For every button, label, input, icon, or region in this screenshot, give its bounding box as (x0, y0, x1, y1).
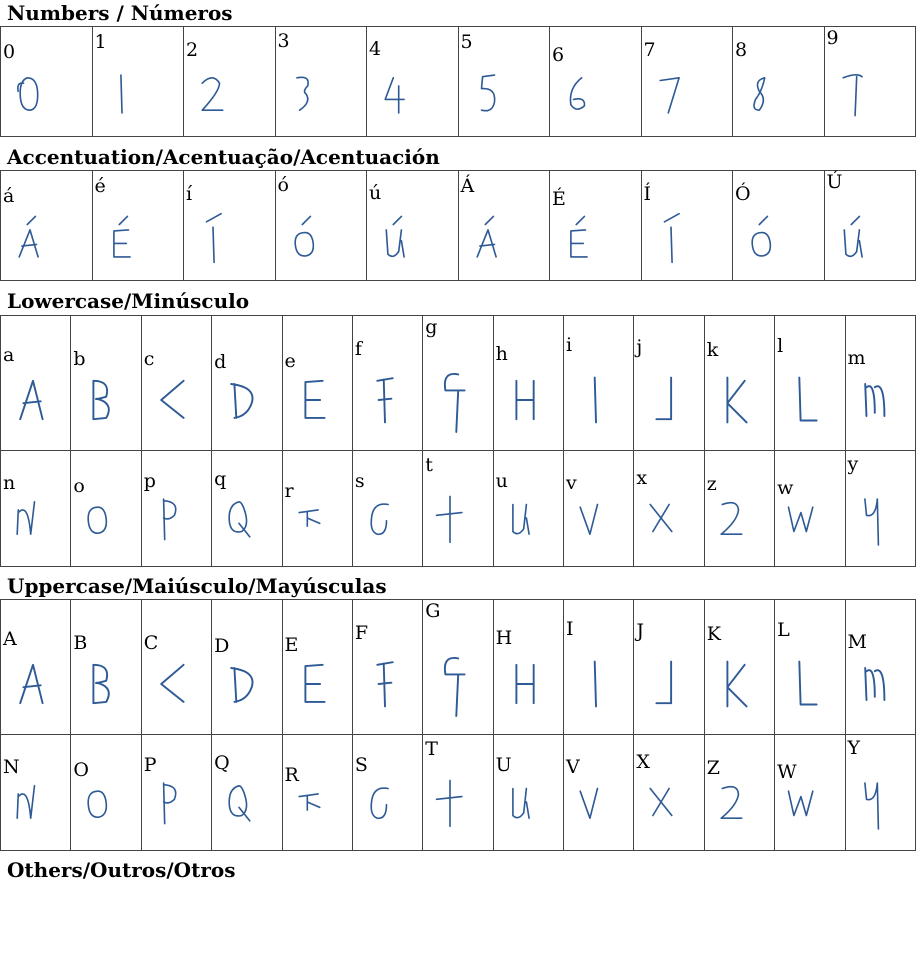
glyph-label: g (425, 316, 438, 338)
glyph-label: D (214, 635, 230, 657)
glyph-label: F (354, 622, 369, 644)
glyph-label: L (777, 619, 790, 641)
glyph-cell (641, 27, 733, 137)
handwritten-glyph-icon (283, 368, 347, 432)
handwritten-glyph-icon (564, 775, 618, 829)
glyph-cell (493, 451, 563, 567)
glyph-cell (704, 600, 774, 735)
glyph-cell (845, 451, 916, 567)
glyph-label: s (354, 470, 365, 492)
handwritten-glyph-icon (71, 775, 125, 829)
handwritten-glyph-icon (71, 368, 135, 432)
glyph-cell (845, 735, 916, 851)
glyph-row (1, 171, 916, 281)
glyph-label: o (73, 475, 85, 497)
handwritten-glyph-icon (705, 652, 769, 716)
glyph-cell (1, 316, 71, 451)
glyph-cell (704, 451, 774, 567)
glyph-cell (212, 735, 282, 851)
handwritten-glyph-icon (353, 775, 407, 829)
glyph-label: I (566, 618, 574, 640)
handwritten-glyph-icon (564, 368, 628, 432)
handwritten-glyph-icon (494, 368, 558, 432)
glyph-label: x (636, 467, 648, 489)
glyph-cell (634, 600, 704, 735)
glyph-cell (141, 451, 211, 567)
glyph-label: k (706, 339, 719, 361)
handwritten-glyph-icon (71, 652, 135, 716)
handwritten-glyph-icon (634, 368, 698, 432)
handwritten-glyph-icon (95, 211, 149, 265)
glyph-label: K (706, 623, 721, 645)
glyph-label: Q (214, 752, 230, 774)
glyph-cell (564, 600, 634, 735)
handwritten-glyph-icon (353, 368, 417, 432)
glyph-label: Í (643, 183, 652, 205)
section-title: Accentuation/Acentuação/Acentuación (7, 145, 440, 169)
glyph-label: E (284, 634, 299, 656)
glyph-cell (564, 735, 634, 851)
handwritten-glyph-icon (494, 775, 548, 829)
glyph-grid (0, 599, 916, 851)
section-title: Uppercase/Maiúsculo/Mayúsculas (7, 574, 387, 598)
glyph-row (1, 316, 916, 451)
glyph-cell (493, 735, 563, 851)
glyph-label: u (495, 470, 508, 492)
glyph-cell (423, 600, 493, 735)
handwritten-glyph-icon (1, 491, 55, 545)
glyph-label: b (73, 348, 86, 370)
glyph-label: H (495, 627, 513, 649)
glyph-cell (184, 27, 276, 137)
glyph-label: 0 (3, 41, 16, 63)
glyph-cell (775, 735, 845, 851)
glyph-cell (1, 171, 93, 281)
handwritten-glyph-icon (1, 775, 55, 829)
handwritten-glyph-icon (634, 652, 698, 716)
handwritten-glyph-icon (283, 491, 337, 545)
glyph-cell (367, 171, 459, 281)
glyph-label: q (214, 468, 227, 490)
handwritten-glyph-icon (369, 67, 423, 121)
glyph-cell (212, 316, 282, 451)
handwritten-glyph-icon (71, 491, 125, 545)
glyph-cell (282, 600, 352, 735)
glyph-row (1, 451, 916, 567)
handwritten-glyph-icon (278, 67, 332, 121)
glyph-cell (733, 171, 825, 281)
glyph-label: Ú (826, 171, 843, 193)
handwritten-glyph-icon (775, 368, 839, 432)
glyph-cell (493, 316, 563, 451)
glyph-label: t (425, 454, 433, 476)
glyph-label: h (495, 343, 508, 365)
glyph-label: X (636, 751, 650, 773)
glyph-cell (564, 316, 634, 451)
glyph-cell (634, 735, 704, 851)
handwritten-glyph-icon (705, 775, 759, 829)
handwritten-glyph-icon (423, 368, 487, 432)
handwritten-glyph-icon (278, 211, 332, 265)
glyph-cell (1, 735, 71, 851)
glyph-label: O (73, 759, 89, 781)
glyph-label: ú (369, 182, 382, 204)
glyph-label: 8 (735, 39, 748, 61)
glyph-label: e (284, 350, 296, 372)
glyph-label: 4 (369, 38, 382, 60)
handwritten-glyph-icon (644, 67, 698, 121)
glyph-label: W (777, 761, 797, 783)
glyph-label: r (284, 480, 294, 502)
glyph-label: é (94, 175, 106, 197)
glyph-grid (0, 315, 916, 567)
glyph-cell (845, 600, 916, 735)
handwritten-glyph-icon (846, 368, 910, 432)
handwritten-glyph-icon (705, 368, 769, 432)
glyph-label: f (354, 338, 362, 360)
glyph-label: 2 (186, 39, 199, 61)
glyph-cell (282, 316, 352, 451)
glyph-label: S (354, 754, 368, 776)
glyph-cell (141, 316, 211, 451)
glyph-label: R (284, 764, 299, 786)
glyph-cell (704, 735, 774, 851)
glyph-label: É (552, 188, 566, 210)
glyph-cell (641, 171, 733, 281)
glyph-label: T (425, 738, 438, 760)
glyph-cell (141, 600, 211, 735)
glyph-cell (1, 27, 93, 137)
handwritten-glyph-icon (95, 67, 149, 121)
handwritten-glyph-icon (846, 775, 900, 829)
handwritten-glyph-icon (142, 491, 196, 545)
handwritten-glyph-icon (142, 652, 206, 716)
handwritten-glyph-icon (1, 652, 65, 716)
glyph-cell (733, 27, 825, 137)
glyph-label: C (143, 632, 159, 654)
glyph-label: V (566, 756, 580, 778)
handwritten-glyph-icon (461, 67, 515, 121)
handwritten-glyph-icon (186, 211, 240, 265)
glyph-label: p (143, 470, 156, 492)
glyph-cell (550, 27, 642, 137)
glyph-label: í (186, 183, 193, 205)
handwritten-glyph-icon (353, 652, 417, 716)
section-title: Numbers / Números (7, 1, 233, 25)
handwritten-glyph-icon (775, 652, 839, 716)
handwritten-glyph-icon (705, 491, 759, 545)
glyph-label: M (847, 631, 867, 653)
handwritten-glyph-icon (3, 211, 57, 265)
glyph-label: J (636, 620, 644, 642)
handwritten-glyph-icon (142, 368, 206, 432)
glyph-cell (352, 735, 422, 851)
glyph-label: G (425, 600, 441, 622)
glyph-cell (141, 735, 211, 851)
glyph-label: d (214, 351, 227, 373)
glyph-label: A (3, 628, 17, 650)
section-title: Others/Outros/Otros (7, 858, 236, 882)
handwritten-glyph-icon (186, 67, 240, 121)
glyph-label: U (495, 754, 512, 776)
glyph-cell (352, 451, 422, 567)
handwritten-glyph-icon (353, 491, 407, 545)
handwritten-glyph-icon (1, 368, 65, 432)
glyph-cell (71, 735, 141, 851)
glyph-label: n (3, 472, 16, 494)
handwritten-glyph-icon (552, 67, 606, 121)
glyph-cell (423, 316, 493, 451)
glyph-label: Z (706, 757, 720, 779)
glyph-label: B (73, 632, 88, 654)
glyph-label: Ó (735, 183, 751, 205)
handwritten-glyph-icon (564, 491, 618, 545)
glyph-cell (458, 171, 550, 281)
glyph-label: 3 (277, 30, 290, 52)
glyph-label: l (777, 335, 784, 357)
handwritten-glyph-icon (634, 775, 688, 829)
glyph-row (1, 735, 916, 851)
glyph-cell (564, 451, 634, 567)
handwritten-glyph-icon (283, 652, 347, 716)
handwritten-glyph-icon (423, 775, 477, 829)
glyph-label: j (636, 336, 643, 358)
glyph-label: ó (277, 174, 289, 196)
glyph-grid (0, 26, 916, 137)
glyph-cell (634, 451, 704, 567)
handwritten-glyph-icon (212, 368, 276, 432)
glyph-cell (92, 27, 184, 137)
glyph-cell (275, 27, 367, 137)
handwritten-glyph-icon (423, 491, 477, 545)
glyph-label: y (847, 453, 859, 475)
glyph-cell (423, 735, 493, 851)
glyph-cell (550, 171, 642, 281)
glyph-cell (423, 451, 493, 567)
glyph-cell (212, 451, 282, 567)
glyph-label: á (3, 185, 15, 207)
handwritten-glyph-icon (552, 211, 606, 265)
glyph-cell (824, 27, 916, 137)
glyph-label: a (3, 344, 15, 366)
glyph-label: 9 (826, 27, 839, 49)
handwritten-glyph-icon (494, 652, 558, 716)
handwritten-glyph-icon (142, 775, 196, 829)
glyph-label: N (3, 756, 20, 778)
glyph-cell (634, 316, 704, 451)
handwritten-glyph-icon (212, 775, 266, 829)
glyph-cell (282, 451, 352, 567)
glyph-cell (367, 27, 459, 137)
glyph-cell (71, 600, 141, 735)
glyph-grid (0, 170, 916, 281)
handwritten-glyph-icon (283, 775, 337, 829)
handwritten-glyph-icon (212, 491, 266, 545)
glyph-label: i (566, 334, 573, 356)
glyph-label: Y (847, 737, 861, 759)
handwritten-glyph-icon (3, 67, 57, 121)
glyph-label: P (143, 754, 157, 776)
glyph-cell (845, 316, 916, 451)
handwritten-glyph-icon (494, 491, 548, 545)
glyph-cell (71, 451, 141, 567)
glyph-cell (1, 600, 71, 735)
glyph-cell (212, 600, 282, 735)
handwritten-glyph-icon (846, 491, 900, 545)
glyph-cell (493, 600, 563, 735)
glyph-cell (275, 171, 367, 281)
handwritten-glyph-icon (775, 491, 829, 545)
glyph-label: v (566, 472, 577, 494)
glyph-label: m (847, 347, 866, 369)
glyph-label: w (777, 477, 794, 499)
handwritten-glyph-icon (735, 211, 789, 265)
handwritten-glyph-icon (827, 211, 881, 265)
glyph-cell (71, 316, 141, 451)
handwritten-glyph-icon (423, 652, 487, 716)
glyph-cell (824, 171, 916, 281)
glyph-cell (352, 316, 422, 451)
handwritten-glyph-icon (369, 211, 423, 265)
glyph-cell (282, 735, 352, 851)
glyph-label: c (143, 348, 155, 370)
glyph-cell (704, 316, 774, 451)
glyph-cell (775, 600, 845, 735)
section-title: Lowercase/Minúsculo (7, 289, 250, 313)
handwritten-glyph-icon (846, 652, 910, 716)
glyph-cell (775, 316, 845, 451)
glyph-label: 7 (643, 39, 656, 61)
glyph-cell (184, 171, 276, 281)
handwritten-glyph-icon (564, 652, 628, 716)
handwritten-glyph-icon (735, 67, 789, 121)
glyph-label: Á (460, 175, 475, 197)
glyph-cell (458, 27, 550, 137)
handwritten-glyph-icon (212, 652, 276, 716)
glyph-label: 1 (94, 31, 107, 53)
handwritten-glyph-icon (644, 211, 698, 265)
glyph-label: 6 (552, 44, 565, 66)
handwritten-glyph-icon (461, 211, 515, 265)
glyph-label: z (706, 473, 717, 495)
glyph-row (1, 27, 916, 137)
handwritten-glyph-icon (827, 67, 881, 121)
glyph-cell (92, 171, 184, 281)
glyph-cell (352, 600, 422, 735)
glyph-cell (775, 451, 845, 567)
glyph-cell (1, 451, 71, 567)
glyph-label: 5 (460, 31, 473, 53)
handwritten-glyph-icon (775, 775, 829, 829)
handwritten-glyph-icon (634, 491, 688, 545)
glyph-row (1, 600, 916, 735)
